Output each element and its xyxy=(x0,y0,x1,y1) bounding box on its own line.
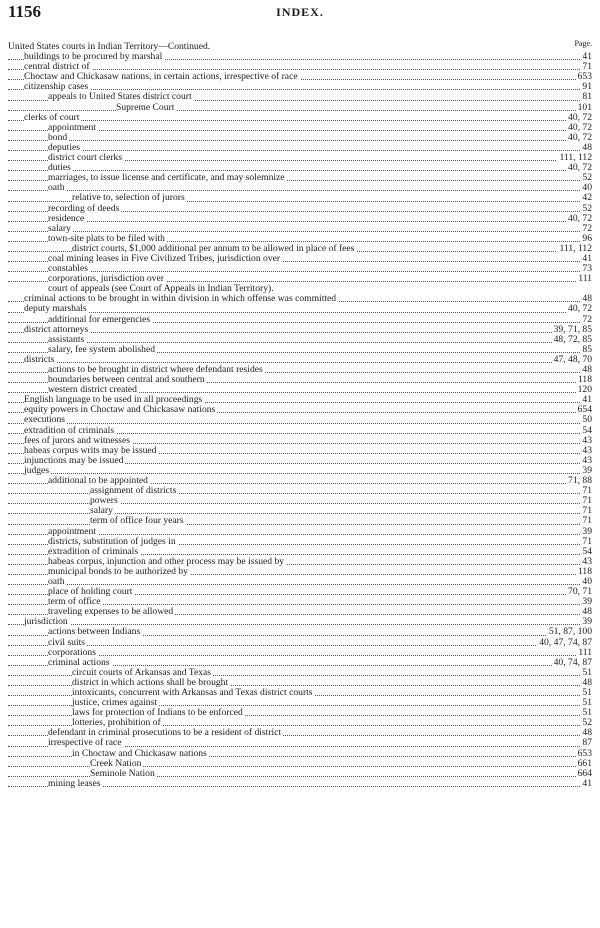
index-entry xyxy=(8,698,592,708)
index-entry xyxy=(8,92,592,102)
entry-page: 48 xyxy=(582,677,592,688)
entry-page: 48 xyxy=(582,294,592,305)
entry-text: equity powers in Choctaw and Chickasaw nations xyxy=(24,405,216,416)
entry-text: salary, fee system abolished xyxy=(48,344,156,355)
index-entry xyxy=(8,153,592,163)
entry-text: district courts, $1,000 additional per annum to be allowed in place of fees xyxy=(72,243,355,254)
entry-text: lotteries, prohibition of xyxy=(72,718,161,729)
entry-text: duties xyxy=(48,163,71,174)
entry-page: 41 xyxy=(582,52,592,63)
entry-text: additional for emergencies xyxy=(48,314,151,325)
entry-text: powers xyxy=(90,496,118,507)
index-entry xyxy=(8,486,592,496)
entry-text: circuit courts of Arkansas and Texas xyxy=(72,667,212,678)
entry-text: in Choctaw and Chickasaw nations xyxy=(72,748,207,759)
index-entry xyxy=(8,476,592,486)
entry-page: 653 xyxy=(577,748,592,759)
index-entry xyxy=(8,728,592,738)
entry-page: 40, 72 xyxy=(568,122,592,133)
entry-page: 101 xyxy=(577,102,592,113)
entry-page: 111, 112 xyxy=(559,153,592,164)
index-entry xyxy=(8,668,592,678)
index-entry xyxy=(8,769,592,779)
entry-page: 41 xyxy=(582,253,592,264)
index-entry xyxy=(8,648,592,658)
entry-text: deputy marshals xyxy=(24,304,87,315)
entry-page: 40 xyxy=(582,576,592,587)
index-entry xyxy=(8,315,592,325)
index-entry xyxy=(8,779,592,789)
entry-page: 40, 72 xyxy=(568,132,592,143)
index-entry xyxy=(8,678,592,688)
index-entry xyxy=(8,335,592,345)
entry-page: 48 xyxy=(582,607,592,618)
index-entry xyxy=(8,527,592,537)
entry-text: corporations, jurisdiction over xyxy=(48,274,164,285)
index-entry xyxy=(8,325,592,335)
entry-page: 120 xyxy=(577,385,592,396)
index-entry xyxy=(8,204,592,214)
index-entry xyxy=(8,173,592,183)
index-entry xyxy=(8,749,592,759)
entry-text: recording of deeds xyxy=(48,203,120,214)
index-entry xyxy=(8,759,592,769)
entry-text: relative to, selection of jurors xyxy=(72,193,185,204)
entry-page: 654 xyxy=(577,405,592,416)
entry-page: 40, 47, 74, 87 xyxy=(539,637,592,648)
index-entry xyxy=(8,456,592,466)
index-entry xyxy=(8,193,592,203)
entry-page: 51 xyxy=(582,698,592,709)
entry-page: 40, 72 xyxy=(568,163,592,174)
entry-page: 39 xyxy=(582,617,592,628)
entry-text: actions between Indians xyxy=(48,627,141,638)
entry-text: fees of jurors and witnesses xyxy=(24,435,131,446)
entry-text: term of office four years xyxy=(90,516,184,527)
index-entry xyxy=(8,163,592,173)
entry-page: 72 xyxy=(582,223,592,234)
index-entry xyxy=(8,537,592,547)
entry-text: term of office xyxy=(48,597,101,608)
entry-page: 111 xyxy=(578,274,592,285)
entry-page: 661 xyxy=(577,758,592,769)
entry-text: marriages, to issue license and certificate, and may solemnize xyxy=(48,173,285,184)
entry-page: 43 xyxy=(582,435,592,446)
entry-text: boundaries between central and southern xyxy=(48,375,205,386)
entry-page: 111, 112 xyxy=(559,243,592,254)
entry-text: defendant in criminal prosecutions to be a resident of district xyxy=(48,728,282,739)
entry-text: appointment xyxy=(48,526,96,537)
entry-page: 47, 48, 70 xyxy=(553,354,592,365)
index-entry xyxy=(8,718,592,728)
index-entry xyxy=(8,123,592,133)
entry-page: 51 xyxy=(582,708,592,719)
index-entry xyxy=(8,617,592,627)
index-entry xyxy=(8,627,592,637)
page-title: INDEX. xyxy=(276,5,324,19)
entry-page: 54 xyxy=(582,425,592,436)
entry-page: 43 xyxy=(582,455,592,466)
index-entry xyxy=(8,82,592,92)
index-entry xyxy=(8,284,592,294)
entry-page: 653 xyxy=(577,72,592,83)
index-entry xyxy=(8,244,592,254)
index-entry xyxy=(8,274,592,284)
entry-page: 52 xyxy=(582,718,592,729)
entry-text: habeas corpus, injunction and other process may be issued by xyxy=(48,556,285,567)
index-entry xyxy=(8,638,592,648)
index-entry xyxy=(8,547,592,557)
entry-text: judges xyxy=(24,465,50,476)
entry-text: Choctaw and Chickasaw nations, in certain actions, irrespective of race xyxy=(24,72,298,83)
entry-text: western district created xyxy=(48,385,137,396)
entry-text: justice, crimes against xyxy=(72,698,157,709)
entry-text: English language to be used in all proceedings xyxy=(24,395,203,406)
entry-page: 39 xyxy=(582,465,592,476)
entry-page: 72 xyxy=(582,314,592,325)
entry-page: 48, 72, 85 xyxy=(553,334,592,345)
entry-page: 48 xyxy=(582,365,592,375)
entry-page: 52 xyxy=(582,173,592,184)
index-entry xyxy=(8,405,592,415)
entry-page: 40, 72 xyxy=(568,112,592,123)
entry-text: coal mining leases in Five Civilized Tribes, jurisdiction over xyxy=(48,253,281,264)
index-entry xyxy=(8,72,592,82)
entry-text: civil suits xyxy=(48,637,86,648)
index-entry xyxy=(8,143,592,153)
entry-page: 40, 72 xyxy=(568,213,592,224)
entry-text: injunctions may be issued xyxy=(24,455,124,466)
entry-text: districts xyxy=(24,354,55,365)
entry-page: 48 xyxy=(582,142,592,153)
index-entry xyxy=(8,254,592,264)
index-entry xyxy=(8,52,592,62)
index-entry xyxy=(8,294,592,304)
entry-page: 96 xyxy=(582,233,592,244)
entry-page: 52 xyxy=(582,203,592,214)
entry-text: mining leases xyxy=(48,778,101,789)
entry-page: 71 xyxy=(582,62,592,73)
index-entry xyxy=(8,365,592,375)
index-entry xyxy=(8,587,592,597)
entry-text: criminal actions to be brought in within division in which offense was committed xyxy=(24,294,337,305)
index-entry xyxy=(8,264,592,274)
index-entry xyxy=(8,214,592,224)
entry-text: Seminole Nation xyxy=(90,768,155,779)
entry-text: salary xyxy=(90,506,113,517)
index-entry xyxy=(8,375,592,385)
entry-page: 41 xyxy=(582,395,592,406)
entry-page: 48 xyxy=(582,728,592,739)
entry-text: extradition of criminals xyxy=(48,546,139,557)
index-entry xyxy=(8,516,592,526)
entry-text: Creek Nation xyxy=(90,758,142,769)
entry-page: 42 xyxy=(582,193,592,204)
index-entry xyxy=(8,708,592,718)
entry-text: district attorneys xyxy=(24,324,89,335)
entry-page: 81 xyxy=(582,92,592,103)
index-entry xyxy=(8,658,592,668)
entry-page: 71 xyxy=(582,486,592,497)
entry-page: 40 xyxy=(582,183,592,194)
entry-text: districts, substitution of judges in xyxy=(48,536,176,547)
entry-page: 40, 72 xyxy=(568,304,592,315)
entry-text: executions xyxy=(24,415,66,426)
entry-page: 71 xyxy=(582,506,592,517)
entry-text: Supreme Court xyxy=(116,102,175,113)
entry-page: 85 xyxy=(582,344,592,355)
entry-page: 50 xyxy=(582,415,592,426)
index-entry xyxy=(8,577,592,587)
entry-page: 40, 74, 87 xyxy=(553,657,592,668)
entry-text: district in which actions shall be brought xyxy=(72,677,229,688)
entry-text: habeas corpus writs may be issued xyxy=(24,445,157,456)
index-entry xyxy=(8,395,592,405)
entry-text: municipal bonds to be authorized by xyxy=(48,566,188,577)
entry-page: 87 xyxy=(582,738,592,749)
index-entries xyxy=(8,42,592,789)
entry-text: assistants xyxy=(48,334,85,345)
index-entry xyxy=(8,183,592,193)
page-column-label: Page. xyxy=(574,39,592,48)
index-entry xyxy=(8,385,592,395)
entry-text: oath xyxy=(48,183,65,194)
entry-text: court of appeals (see Court of Appeals in Indian Territory). xyxy=(48,284,274,295)
page-number: 1156 xyxy=(8,2,42,21)
entry-text: corporations xyxy=(48,647,96,658)
index-entry xyxy=(8,607,592,617)
entry-page: 39, 71, 85 xyxy=(553,324,592,335)
index-entry xyxy=(8,345,592,355)
index-entry xyxy=(8,738,592,748)
entry-text: deputies xyxy=(48,142,80,153)
entry-text: irrespective of race xyxy=(48,738,122,749)
entry-page: 70, 71 xyxy=(568,587,592,598)
entry-page: 91 xyxy=(582,82,592,93)
entry-text: place of holding court xyxy=(48,587,133,598)
entry-text: assignment of districts xyxy=(90,486,177,497)
index-entry xyxy=(8,557,592,567)
entry-text: oath xyxy=(48,576,65,587)
index-entry xyxy=(8,496,592,506)
entry-text: town-site plats to be filed with xyxy=(48,233,165,244)
entry-text: residence xyxy=(48,213,85,224)
entry-page: 54 xyxy=(582,546,592,557)
index-entry xyxy=(8,42,592,52)
index-entry xyxy=(8,436,592,446)
index-entry xyxy=(8,62,592,72)
entry-text: district court clerks xyxy=(48,153,123,164)
index-entry xyxy=(8,688,592,698)
entry-text: clerks of court xyxy=(24,112,80,123)
entry-page: 71, 88 xyxy=(568,476,592,487)
entry-page: 39 xyxy=(582,597,592,608)
entry-page: 41 xyxy=(582,778,592,789)
entry-page: 51 xyxy=(582,667,592,678)
entry-text: citizenship cases xyxy=(24,82,89,93)
entry-page: 71 xyxy=(582,536,592,547)
index-entry xyxy=(8,355,592,365)
index-entry xyxy=(8,304,592,314)
index-entry xyxy=(8,415,592,425)
entry-page: 664 xyxy=(577,768,592,779)
entry-text: constables xyxy=(48,264,88,275)
entry-text: extradition of criminals xyxy=(24,425,115,436)
entry-page: 71 xyxy=(582,516,592,527)
entry-page: 43 xyxy=(582,445,592,456)
index-entry xyxy=(8,103,592,113)
entry-page: 43 xyxy=(582,556,592,567)
index-entry xyxy=(8,567,592,577)
index-entry xyxy=(8,446,592,456)
entry-text: traveling expenses to be allowed xyxy=(48,607,174,618)
index-entry xyxy=(8,113,592,123)
entry-text: criminal actions xyxy=(48,657,110,668)
entry-text: appointment xyxy=(48,122,96,133)
page-header xyxy=(8,2,592,22)
index-entry xyxy=(8,506,592,516)
entry-page: 111 xyxy=(578,647,592,658)
entry-page: 51, 87, 100 xyxy=(548,627,592,638)
entry-text: laws for protection of Indians to be enforced xyxy=(72,708,243,719)
entry-page: 73 xyxy=(582,264,592,275)
entry-text: appeals to United States district court xyxy=(48,92,192,103)
index-entry xyxy=(8,133,592,143)
index-entry xyxy=(8,466,592,476)
entry-page: 71 xyxy=(582,496,592,507)
index-entry xyxy=(8,426,592,436)
entry-page: 118 xyxy=(577,375,592,386)
entry-text: additional to be appointed xyxy=(48,476,148,487)
entry-text: actions to be brought in district where defendant resides xyxy=(48,365,263,375)
entry-text: buildings to be procured by marshal xyxy=(24,52,163,63)
entry-text: jurisdiction xyxy=(24,617,68,628)
entry-text: bond xyxy=(48,132,68,143)
index-entry xyxy=(8,597,592,607)
entry-text: central district of xyxy=(24,62,90,73)
entry-text: United States courts in Indian Territory—Continued. xyxy=(8,42,211,52)
entry-page: 51 xyxy=(582,688,592,698)
index-entry xyxy=(8,234,592,244)
entry-page: 118 xyxy=(577,566,592,577)
index-entry xyxy=(8,224,592,234)
entry-text: salary xyxy=(48,223,71,234)
entry-text: intoxicants, concurrent with Arkansas and Texas district courts xyxy=(72,688,313,698)
entry-page: 39 xyxy=(582,526,592,537)
